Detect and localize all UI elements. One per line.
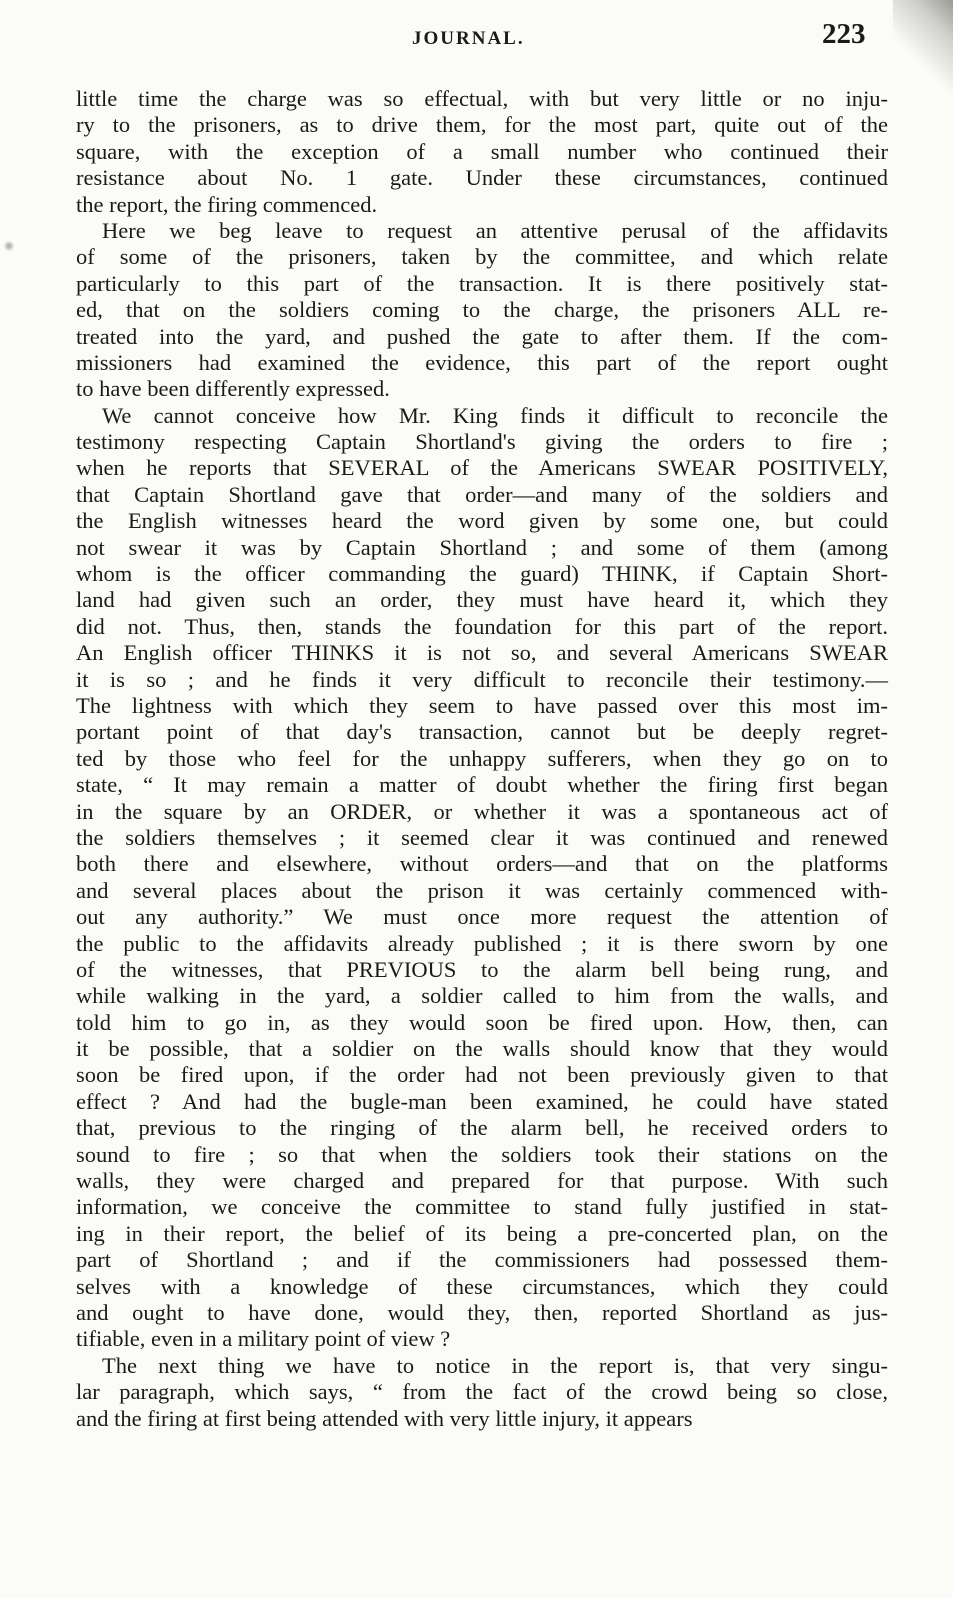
page-number: 223 [822, 18, 866, 50]
text-line: resistance about No. 1 gate. Under these circumstances, continued [76, 165, 888, 191]
text-line: state, “ It may remain a matter of doubt whether the firing first began [76, 772, 888, 798]
paragraph [76, 403, 888, 1353]
text-line: whom is the officer commanding the guard) THINK, if Captain Short- [76, 561, 888, 587]
text-line: land had given such an order, they must have heard it, which they [76, 587, 888, 613]
text-line: ed, that on the soldiers coming to the charge, the prisoners ALL re- [76, 297, 888, 323]
text-line: selves with a knowledge of these circumstances, which they could [76, 1273, 888, 1299]
text-line: the English witnesses heard the word given by some one, but could [76, 508, 888, 534]
text-line: ry to the prisoners, as to drive them, for the most part, quite out of the [76, 112, 888, 138]
text-line: treated into the yard, and pushed the gate to after them. If the com- [76, 323, 888, 349]
text-line: effect ? And had the bugle-man been examined, he could have stated [76, 1088, 888, 1114]
running-head: JOURNAL. [412, 28, 525, 49]
text-line: it be possible, that a soldier on the walls should know that they would [76, 1036, 888, 1062]
text-line: and several places about the prison it was certainly commenced with- [76, 877, 888, 903]
paragraph [76, 1353, 888, 1432]
text-line: not swear it was by Captain Shortland ; and some of them (among [76, 534, 888, 560]
text-line: information, we conceive the committee to stand fully justified in stat- [76, 1194, 888, 1220]
text-line: ing in their report, the belief of its being a pre-concerted plan, on the [76, 1220, 888, 1246]
text-line: while walking in the yard, a soldier called to him from the walls, and [76, 983, 888, 1009]
text-line: Here we beg leave to request an attentive perusal of the affidavits [102, 217, 888, 243]
text-line: of some of the prisoners, taken by the committee, and which relate [76, 244, 888, 270]
text-line: walls, they were charged and prepared for that purpose. With such [76, 1168, 888, 1194]
text-line: the report, the firing commenced. [76, 191, 378, 217]
page-header [0, 18, 953, 58]
text-line: of the witnesses, that PREVIOUS to the alarm bell being rung, and [76, 956, 888, 982]
paper-speckle [4, 240, 14, 252]
text-line: the soldiers themselves ; it seemed clear it was continued and renewed [76, 824, 888, 850]
text-line: when he reports that SEVERAL of the Americans SWEAR POSITIVELY, [76, 455, 888, 481]
body-text [76, 86, 888, 1432]
text-line: tifiable, even in a military point of view ? [76, 1326, 451, 1352]
text-line: soon be fired upon, if the order had not been previously given to that [76, 1062, 888, 1088]
text-line: that, previous to the ringing of the alarm bell, he received orders to [76, 1115, 888, 1141]
text-line: out any authority.” We must once more request the attention of [76, 904, 888, 930]
text-line: portant point of that day's transaction, cannot but be deeply regret- [76, 719, 888, 745]
paragraph [76, 218, 888, 403]
text-line: testimony respecting Captain Shortland's giving the orders to fire ; [76, 429, 888, 455]
text-line: square, with the exception of a small number who continued their [76, 138, 888, 164]
text-line: We cannot conceive how Mr. King finds it difficult to reconcile the [102, 402, 888, 428]
text-line: The next thing we have to notice in the report is, that very singu- [102, 1352, 888, 1378]
text-line: part of Shortland ; and if the commissioners had possessed them- [76, 1247, 888, 1273]
text-line: the public to the affidavits already published ; it is there sworn by one [76, 930, 888, 956]
text-line: particularly to this part of the transaction. It is there positively stat- [76, 270, 888, 296]
text-line: little time the charge was so effectual, with but very little or no inju- [76, 86, 888, 111]
text-line: both there and elsewhere, without orders—and that on the platforms [76, 851, 888, 877]
text-line: ted by those who feel for the unhappy sufferers, when they go on to [76, 745, 888, 771]
text-line: and ought to have done, would they, then, reported Shortland as jus- [76, 1299, 888, 1325]
text-line: and the firing at first being attended with very little injury, it appears [76, 1405, 693, 1431]
text-line: in the square by an ORDER, or whether it was a spontaneous act of [76, 798, 888, 824]
paragraph [76, 86, 888, 218]
text-line: sound to fire ; so that when the soldiers took their stations on the [76, 1141, 888, 1167]
text-line: lar paragraph, which says, “ from the fact of the crowd being so close, [76, 1379, 888, 1405]
text-line: it is so ; and he finds it very difficult to reconcile their testimony.— [76, 666, 888, 692]
text-line: An English officer THINKS it is not so, and several Americans SWEAR [76, 640, 888, 666]
text-line: missioners had examined the evidence, this part of the report ought [76, 349, 888, 375]
text-line: told him to go in, as they would soon be fired upon. How, then, can [76, 1009, 888, 1035]
text-line: to have been differently expressed. [76, 376, 390, 402]
text-line: did not. Thus, then, stands the foundation for this part of the report. [76, 613, 888, 639]
text-line: that Captain Shortland gave that order—and many of the soldiers and [76, 481, 888, 507]
text-line: The lightness with which they seem to have passed over this most im- [76, 692, 888, 718]
